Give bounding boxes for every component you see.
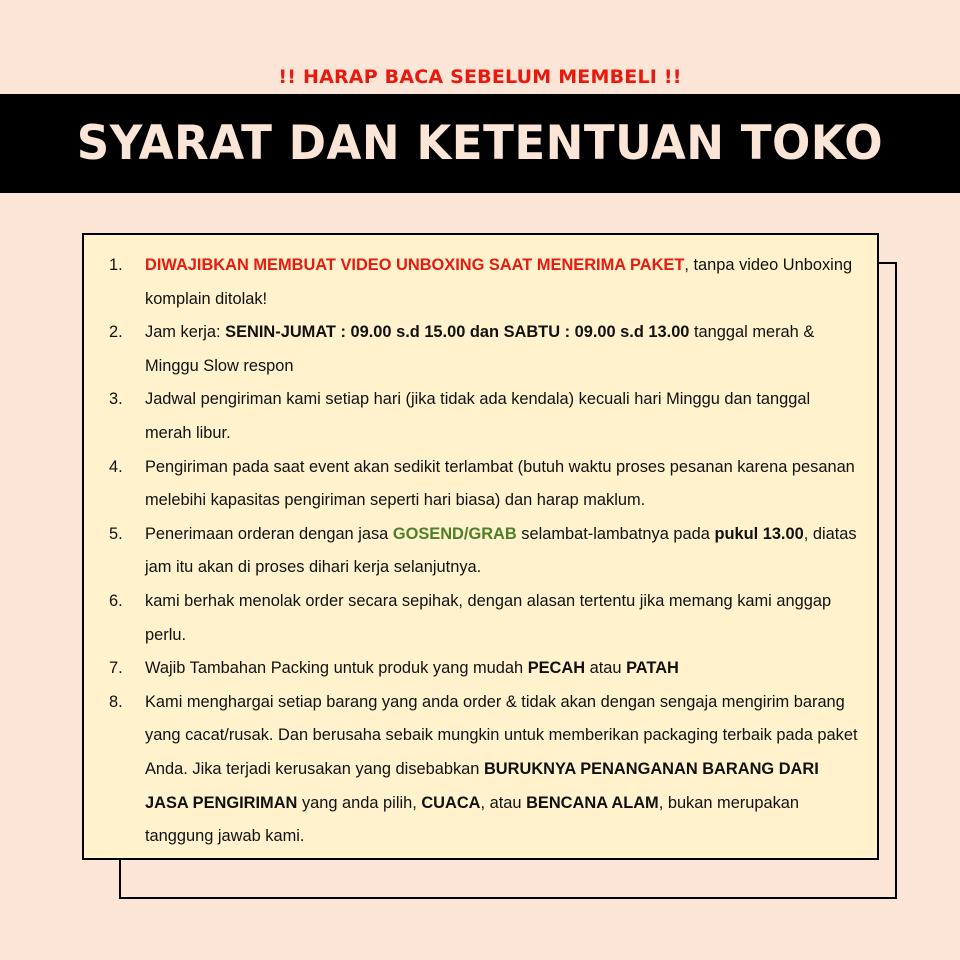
- term-item: 6. kami berhak menolak order secara sepihak, dengan alasan tertentu jika memang kami anggap perlu.: [84, 585, 877, 652]
- terms-card: [82, 233, 879, 860]
- term-item: 3. Jadwal pengiriman kami setiap hari (jika tidak ada kendala) kecuali hari Minggu dan tanggal merah libur.: [84, 383, 877, 450]
- term-number: 1.: [109, 256, 123, 274]
- term-item: 4. Pengiriman pada saat event akan sedikit terlambat (butuh waktu proses pesanan karena pesanan melebihi kapasitas pengiriman seperti hari biasa) dan harap maklum.: [84, 451, 877, 518]
- term-item: 8. Kami menghargai setiap barang yang anda order & tidak akan dengan sengaja mengirim barang yang cacat/rusak. Dan berusaha sebaik mungkin untuk memberikan packaging terbaik pada paket Anda. Jika terjadi kerusakan yang disebabkan BURUKNYA PENANGANAN BARANG DARI JASA PENGIRIMAN yang anda pilih, CUACA, atau BENCANA ALAM, bukan merupakan tanggung jawab kami.: [84, 686, 877, 854]
- term-number: 8.: [109, 692, 123, 711]
- title-banner: [0, 94, 960, 193]
- warning-text: !! HARAP BACA SEBELUM MEMBELI !!: [278, 66, 682, 88]
- term-highlight: CUACA: [421, 793, 481, 812]
- term-highlight: PECAH: [527, 659, 586, 678]
- term-highlight: pukul 13.00: [714, 524, 804, 543]
- term-item: 1. DIWAJIBKAN MEMBUAT VIDEO UNBOXING SAAT MENERIMA PAKET, tanpa video Unboxing komplain ditolak!: [84, 249, 877, 316]
- term-highlight: BURUKNYA PENANGANAN BARANG DARI JASA PENGIRIMAN: [145, 759, 819, 812]
- term-highlight: BENCANA ALAM: [526, 793, 659, 812]
- term-highlight: SENIN-JUMAT : 09.00 s.d 15.00 dan SABTU : 09.00 s.d 13.00: [225, 323, 690, 342]
- term-highlight: DIWAJIBKAN MEMBUAT VIDEO UNBOXING SAAT MENERIMA PAKET: [145, 256, 685, 274]
- page-title: SYARAT DAN KETENTUAN TOKO: [76, 116, 884, 171]
- term-item: 7. Wajib Tambahan Packing untuk produk yang mudah PECAH atau PATAH: [84, 652, 877, 686]
- term-number: 4.: [109, 457, 123, 476]
- terms-list: [84, 249, 877, 854]
- term-number: 5.: [109, 524, 123, 543]
- term-item: 2. Jam kerja: SENIN-JUMAT : 09.00 s.d 15.00 dan SABTU : 09.00 s.d 13.00 tanggal merah & Minggu Slow respon: [84, 316, 877, 383]
- term-number: 6.: [109, 591, 123, 610]
- term-highlight: GOSEND/GRAB: [392, 524, 517, 543]
- term-number: 2.: [109, 323, 123, 342]
- term-number: 3.: [109, 390, 123, 409]
- term-number: 7.: [109, 659, 123, 678]
- term-item: 5. Penerimaan orderan dengan jasa GOSEND/GRAB selambat-lambatnya pada pukul 13.00, diatas jam itu akan di proses dihari kerja selanjutnya.: [84, 518, 877, 585]
- term-highlight: PATAH: [626, 659, 679, 678]
